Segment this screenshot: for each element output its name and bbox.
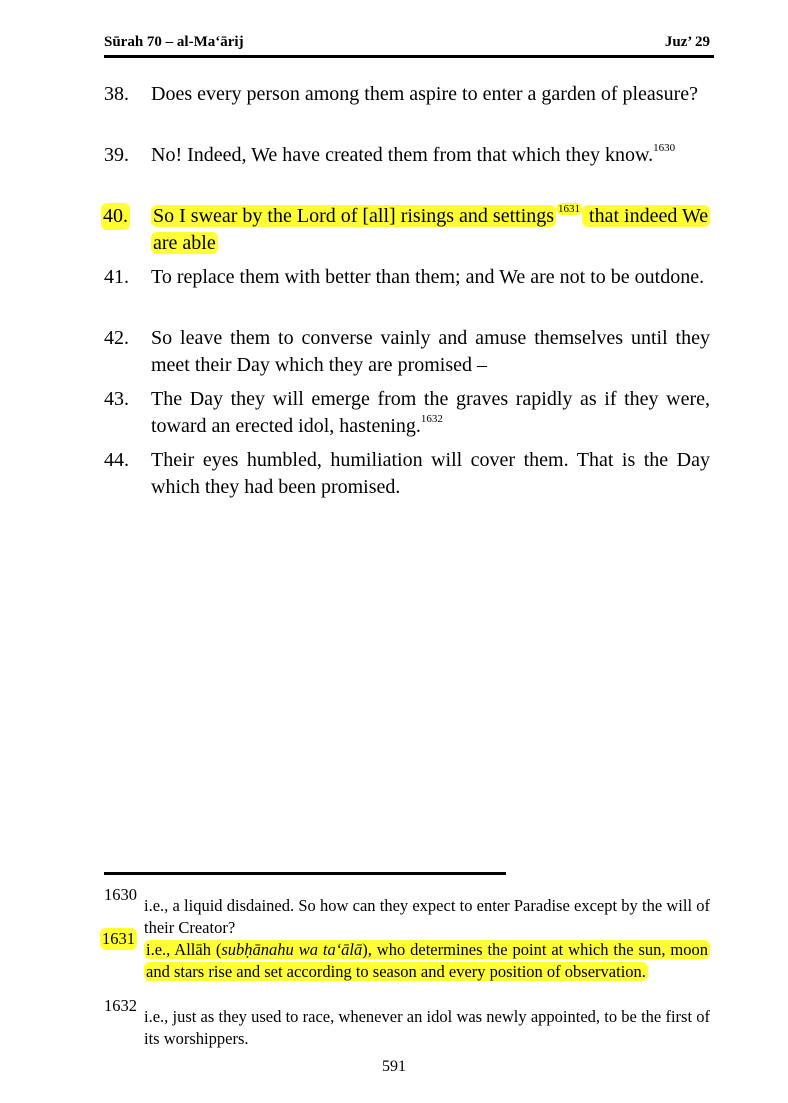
verse-43 bbox=[104, 386, 710, 440]
verse-text: To replace them with better than them; and We are not to be outdone. bbox=[151, 266, 705, 288]
verse-text: So I swear by the Lord of [all] risings and settings $^{1631}$ that indeed We are able bbox=[153, 203, 709, 254]
footnote-1631 bbox=[102, 929, 710, 983]
footnote-text: i.e., Allāh (subḥānahu wa ta‘ālā), who determines the point at which the sun, moon and stars rise and set according to season and every position of observation. bbox=[146, 940, 709, 981]
footnote-1632 bbox=[104, 996, 710, 1050]
verse-38 bbox=[104, 81, 710, 108]
footnote-ref-1632[interactable]: 1632 bbox=[420, 413, 443, 426]
verse-text: Does every person among them aspire to enter a garden of pleasure? bbox=[151, 83, 699, 105]
juz-label: Juz’ 29 bbox=[664, 34, 710, 50]
page-number: 591 bbox=[382, 1058, 406, 1075]
footnote-divider bbox=[104, 872, 506, 875]
footnote-1630 bbox=[104, 885, 710, 939]
footnote-number: 1632 bbox=[104, 996, 137, 1015]
footnote-ref-1630[interactable]: 1630 bbox=[653, 142, 676, 155]
verse-41 bbox=[104, 264, 710, 291]
footnote-text: i.e., just as they used to race, whenever an idol was newly appointed, to be the first of its worshippers. bbox=[144, 1007, 710, 1048]
verse-number: 40. bbox=[101, 203, 130, 230]
verse-text: So leave them to converse vainly and amuse themselves until they meet their Day which they are promised – bbox=[151, 327, 710, 376]
verse-40 bbox=[104, 203, 710, 257]
surah-title: Sūrah 70 – al-Ma‘ārij bbox=[104, 34, 244, 50]
verse-number: 39. bbox=[104, 144, 129, 166]
verse-39 bbox=[104, 142, 710, 169]
verse-number: 42. bbox=[104, 327, 129, 349]
verse-number: 43. bbox=[104, 388, 129, 410]
verse-44 bbox=[104, 447, 710, 501]
footnote-ref-1631[interactable]: 1631 bbox=[558, 203, 581, 216]
header-divider bbox=[104, 55, 714, 58]
honorific-italic: subḥānahu wa ta‘ālā bbox=[221, 940, 363, 959]
verse-42 bbox=[104, 325, 710, 379]
footnote-number: 1631 bbox=[102, 929, 135, 948]
verse-text: No! Indeed, We have created them from that which they know.$^{1630}$ bbox=[151, 142, 676, 166]
verse-text: The Day they will emerge from the graves rapidly as if they were, toward an erected idol, hastening.$^{1632}$ bbox=[151, 388, 710, 437]
footnote-number: 1630 bbox=[104, 885, 137, 904]
verse-text: Their eyes humbled, humiliation will cover them. That is the Day which they had been promised. bbox=[151, 449, 710, 498]
verse-number: 38. bbox=[104, 83, 129, 105]
footnote-text: i.e., a liquid disdained. So how can they expect to enter Paradise except by the will of their Creator? bbox=[144, 896, 710, 937]
page-header bbox=[104, 34, 714, 54]
verse-number: 41. bbox=[104, 266, 129, 288]
verse-number: 44. bbox=[104, 449, 129, 471]
